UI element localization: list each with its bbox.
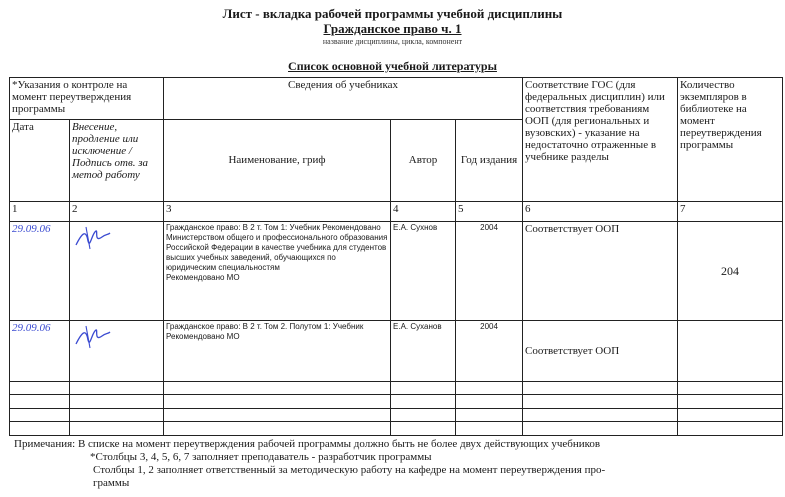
note-line: Примечания: В списке на момент переутверждения рабочей программы должно быть не более двух действующих учебников — [14, 438, 601, 450]
book-gos: Соответствует ООП — [523, 222, 678, 320]
list-title: Список основной учебной литературы — [288, 59, 497, 73]
discipline-name: Гражданское право ч. 1 — [323, 21, 462, 36]
header-books: Сведения об учебниках — [164, 78, 523, 120]
signature-icon — [72, 223, 112, 253]
book-name: Гражданское право: В 2 т. Том 2. Полутом 1: Учебник — [166, 321, 364, 331]
date-handwritten: 29.09.06 — [12, 321, 51, 334]
header-count: Количество экземпляров в библиотеке на момент переутверждения программы — [678, 78, 783, 202]
empty-row — [10, 422, 783, 436]
book-count: 204 — [678, 222, 783, 320]
header-sign: Внесение, продление или исключение / Подпись отв. за метод работу — [70, 119, 164, 201]
book-gos: Соответствует ООП — [523, 320, 678, 381]
book-grif: Рекомендовано МО — [166, 273, 240, 283]
header-name: Наименование, гриф — [164, 119, 391, 201]
book-year: 2004 — [456, 320, 523, 381]
date-handwritten: 29.09.06 — [12, 223, 51, 236]
col-number: 5 — [456, 201, 523, 222]
signature-icon — [72, 322, 112, 352]
discipline-caption: название дисциплины, цикла, компонент — [322, 37, 463, 46]
header-year: Год издания — [456, 119, 523, 201]
book-year: 2004 — [456, 222, 523, 320]
header-control: *Указания о контроле на момент переутверждения программы — [10, 78, 164, 120]
empty-row — [10, 381, 783, 395]
table-row — [10, 320, 783, 381]
book-grif: Рекомендовано МО — [166, 331, 240, 341]
book-author: Е.А. Сухнов — [391, 222, 456, 320]
col-number: 2 — [70, 201, 164, 222]
table-row — [10, 222, 783, 320]
note-line: граммы — [93, 477, 130, 489]
col-number: 3 — [164, 201, 391, 222]
col-number: 4 — [391, 201, 456, 222]
page-title: Лист - вкладка рабочей программы учебной дисциплины — [222, 6, 563, 21]
col-number: 6 — [523, 201, 678, 222]
literature-table — [9, 77, 783, 436]
header-author: Автор — [391, 119, 456, 201]
empty-row — [10, 408, 783, 422]
book-author: Е.А. Суханов — [391, 320, 456, 381]
note-line: *Столбцы 3, 4, 5, 6, 7 заполняет преподаватель - разработчик программы — [90, 451, 432, 463]
empty-row — [10, 395, 783, 409]
book-name: Гражданское право: В 2 т. Том 1: Учебник Рекомендовано Министерством общего и профессионального образования Российской Федерации в качестве учебника для студентов высших учебных заведений, обучающихся по юридическим специальностям — [166, 223, 388, 273]
header-date: Дата — [10, 119, 70, 201]
book-count — [678, 320, 783, 381]
header-gos: Соответствие ГОС (для федеральных дисциплин) или соответствия требованиям ООП (для региональных и вузовских) - указание на недостаточно отраженные в учебнике разделы — [523, 78, 678, 202]
note-line: Столбцы 1, 2 заполняет ответственный за методическую работу на кафедре на момент переутверждения про- — [93, 464, 606, 476]
col-number: 7 — [678, 201, 783, 222]
col-number: 1 — [10, 201, 70, 222]
